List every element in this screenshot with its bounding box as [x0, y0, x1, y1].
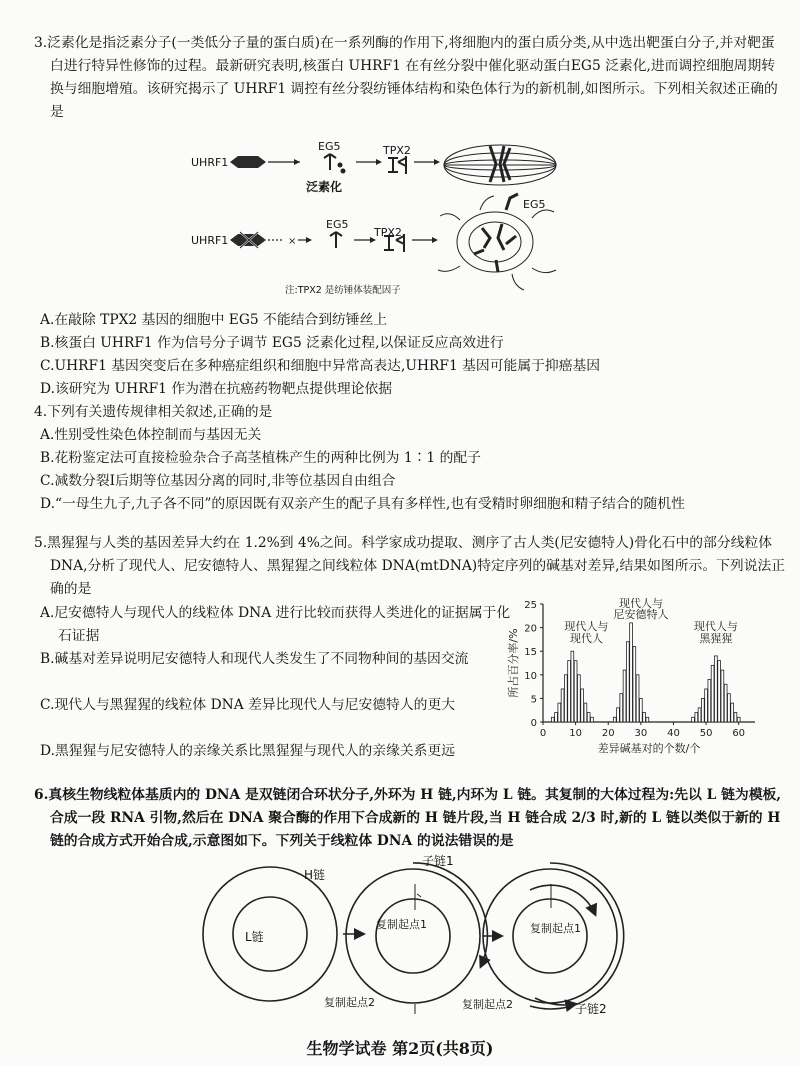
x-tick-label: 0 [539, 728, 547, 739]
label-uhrf1-bottom: UHRF1 [191, 234, 229, 247]
q5-option-d: D.黑猩猩与尼安德特人的亲缘关系比黑猩猩与现代人的亲缘关系更远 [40, 743, 456, 759]
q3-option-c: C.UHRF1 基因突变后在多种癌症组织和细胞中异常高表达,UHRF1 基因可能属于抑癌基因 [40, 358, 601, 374]
label-uhrf1-top: UHRF1 [191, 156, 229, 169]
q3-option-a: A.在敲除 TPX2 基因的细胞中 EG5 不能结合到纺锤丝上 [40, 312, 388, 328]
histogram-bar [584, 703, 587, 722]
histogram-bar [698, 708, 701, 722]
q3-option-d: D.该研究为 UHRF1 作为潜在抗癌药物靶点提供理论依据 [40, 381, 393, 397]
x-tick-label: 60 [732, 728, 746, 739]
histogram-bar [639, 698, 642, 722]
histogram-bar [646, 717, 649, 722]
y-axis-label: 所占百分率/% [507, 628, 520, 698]
series-label-1a: 现代人与 [564, 619, 609, 633]
label-child-chain-1: 子链1 [422, 854, 454, 868]
label-tpx2-top: TPX2 [383, 144, 411, 157]
x-tick-label: 10 [569, 728, 582, 739]
histogram-bar [728, 694, 731, 722]
histogram-bar [692, 717, 695, 722]
series-label-1b: 现代人 [569, 631, 603, 645]
histogram-bar [636, 675, 639, 722]
label-eg5-top: EG5 [318, 140, 341, 153]
histogram-bar [564, 675, 567, 722]
histogram-bar [587, 713, 590, 722]
label-tpx2-bottom: TPX2 [374, 226, 402, 239]
h-chain-ring-1 [203, 867, 337, 1001]
l-chain-ring-2 [376, 899, 450, 973]
label-l-chain: L链 [245, 930, 264, 944]
l-chain-ring-3 [513, 899, 587, 973]
histogram-bar [643, 713, 646, 722]
label-origin-1-mid: 复制起点1 [376, 918, 427, 931]
q4-option-d: D.“一母生九子,九子各不同”的原因既有双亲产生的配子具有多样性,也有受精时卵细胞和精子结合的随机性 [40, 496, 685, 512]
q4-option-c: C.减数分裂Ⅰ后期等位基因分离的同时,非等位基因自由组合 [40, 473, 396, 489]
x-tick-label: 40 [667, 728, 680, 739]
histogram-bar [737, 717, 740, 722]
x-tick-label: 30 [634, 728, 648, 739]
histogram-bar [705, 689, 708, 722]
label-h-chain: H链 [304, 868, 326, 882]
q5-option-a: A.尼安德特人与现代人的线粒体 DNA 进行比较而获得人类进化的证据属于化石证据 [40, 605, 511, 644]
diagram-note: 注:TPX2 是纺锤体装配因子 [285, 285, 401, 296]
histogram-bar [623, 670, 626, 722]
q5-option-b: B.碱基对差异说明尼安德特人和现代人类发生了不同物种间的基因交流 [40, 651, 469, 667]
q3-option-b: B.核蛋白 UHRF1 作为信号分子调节 EG5 泛素化过程,以保证反应高效进行 [40, 335, 504, 351]
histogram-bar [577, 675, 580, 722]
histogram-bar [718, 661, 721, 722]
histogram-bar [708, 680, 711, 722]
histogram-bar [734, 713, 737, 722]
label-eg5-right: EG5 [523, 198, 546, 211]
histogram-bar [571, 651, 574, 722]
q4-option-b: B.花粉鉴定法可直接检验杂合子高茎植株产生的两种比例为 1∶1 的配子 [40, 450, 481, 466]
q4-stem: 4.下列有关遗传规律相关叙述,正确的是 [34, 404, 273, 420]
histogram-bar [613, 717, 616, 722]
y-tick-label: 10 [524, 670, 537, 682]
q3-ubiquitination-diagram [160, 140, 630, 305]
x-axis-label: 差异碱基对的个数/个 [597, 742, 701, 755]
q4-option-a: A.性别受性染色体控制而与基因无关 [40, 427, 262, 443]
histogram-bar [568, 661, 571, 722]
normal-spindle [444, 145, 556, 185]
histogram-bar [555, 713, 558, 722]
histogram-bar [574, 661, 577, 722]
h-chain-ring-2 [346, 869, 480, 1003]
histogram-bar [626, 642, 629, 722]
histogram-bar [731, 703, 734, 722]
label-child-chain-2: 子链2 [575, 1002, 607, 1016]
series-label-3b: 黑猩猩 [699, 631, 733, 645]
histogram-bar [711, 665, 714, 722]
q5-option-c: C.现代人与黑猩猩的线粒体 DNA 差异比现代人与尼安德特人的更大 [40, 697, 456, 713]
svg-text:×: × [288, 236, 297, 247]
label-ubiquitination: 泛素化 [306, 180, 343, 194]
series-label-3a: 现代人与 [693, 619, 738, 633]
histogram-bar [633, 646, 636, 722]
uhrf1-protein-top [230, 156, 266, 168]
histogram-bar [561, 689, 564, 722]
histogram-bar [617, 708, 620, 722]
histogram-bar [695, 713, 698, 722]
label-origin-2-right: 复制起点2 [462, 998, 513, 1011]
label-origin-2-mid: 复制起点2 [324, 996, 375, 1009]
histogram-bar [591, 717, 594, 722]
histogram-bar [724, 684, 727, 722]
y-tick-label: 0 [530, 718, 537, 729]
histogram-bar [701, 698, 704, 722]
y-tick-label: 25 [524, 600, 537, 611]
histogram-bar [558, 703, 561, 722]
eg5-motor-bottom [330, 232, 342, 248]
y-tick-label: 20 [524, 623, 537, 635]
mtdna-difference-chart [505, 594, 770, 766]
q5-stem: 5.黑猩猩与人类的基因差异大约在 1.2%到 4%之间。科学家成功提取、测序了古人类(尼安德特人)骨化石中的部分线粒体 DNA,分析了现代人、尼安德特人、黑猩猩之间线粒体 DNA(mtDNA)特定序列的碱基对差异,结果如图所示。下列说法正确的是 [34, 535, 786, 597]
x-tick-label: 50 [699, 728, 713, 739]
histogram-bar [714, 656, 717, 722]
histogram-bar [721, 670, 724, 722]
histogram-bar [630, 623, 633, 722]
histogram-bar [620, 694, 623, 722]
label-eg5-bottom: EG5 [326, 218, 349, 231]
histogram-bar [581, 689, 584, 722]
y-tick-label: 5 [530, 694, 537, 706]
series-label-2b: 尼安德特人 [613, 608, 669, 622]
child-chain-2 [535, 998, 575, 1005]
y-tick-label: 15 [524, 647, 537, 659]
label-origin-1-right: 复制起点1 [530, 922, 581, 935]
page-footer: 生物学试卷 第2页(共8页) [306, 1039, 494, 1058]
q6-stem: 6.真核生物线粒体基质内的 DNA 是双链闭合环状分子,外环为 H 链,内环为 L 链。其复制的大体过程为:先以 L 链为模板,合成一段 RNA 引物,然后在 DNA 聚合酶的作用下合成新的 H 链片段,当 H 链合成 2/3 时,新的 L 链以类似于新的 H 链的合成方式开始合成,示意图如下。下列关于线粒体 DNA 的说法错误的是 [34, 787, 782, 849]
eg5-motor-top [324, 154, 336, 170]
histogram-bar [551, 717, 554, 722]
h-chain-ring-3 [483, 869, 617, 1003]
q3-stem: 3.泛素化是指泛素分子(一类低分子量的蛋白质)在一系列酶的作用下,将细胞内的蛋白质分类,从中选出靶蛋白分子,并对靶蛋白进行特异性修饰的过程。最新研究表明,核蛋白 UHRF1 在有丝分裂中催化驱动蛋白EG5 泛素化,进而调控细胞周期转换与细胞增殖。该研究揭示了 UHRF1 调控有丝分裂纺锤体结构和染色体行为的新机制,如图所示。下列相关叙述正确的是 [34, 35, 778, 120]
tpx2-top [388, 158, 398, 172]
series-label-2a: 现代人与 [619, 596, 664, 610]
x-tick-label: 20 [601, 728, 615, 739]
